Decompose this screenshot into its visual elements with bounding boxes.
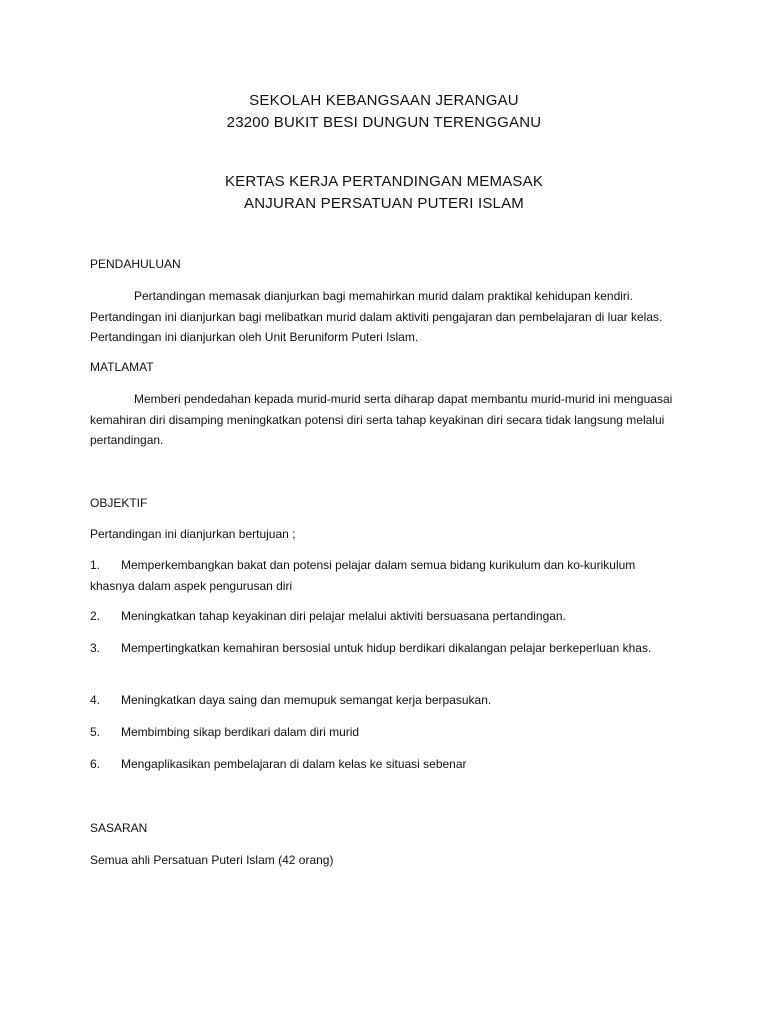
matlamat-text: Memberi pendedahan kepada murid-murid serta diharap dapat membantu murid-murid ini menguasai kemahiran diri disamping meningkatkan potensi diri serta tahap keyakinan diri secara tidak langsung melalui pertandingan. (90, 392, 673, 447)
objective-number: 6. (90, 757, 101, 771)
para-matlamat (90, 389, 675, 451)
objective-item-5 (90, 722, 675, 743)
title-line-1: KERTAS KERJA PERTANDINGAN MEMASAK (224, 173, 544, 190)
pendahuluan-text: Pertandingan memasak dianjurkan bagi memahirkan murid dalam praktikal kehidupan kendiri. Pertandingan ini dianjurkan bagi melibatkan murid dalam aktiviti pengajaran dan pembelajaran di luar kelas. Pertandingan ini dianjurkan oleh Unit Beruniform Puteri Islam. (90, 289, 663, 344)
objektif-intro: Pertandingan ini dianjurkan bertujuan ; (90, 527, 296, 541)
objective-text: Meningkatkan tahap keyakinan diri pelajar melalui aktiviti bersuasana pertandingan. (121, 609, 566, 623)
objective-text: Memperkembangkan bakat dan potensi pelajar dalam semua bidang kurikulum dan ko-kurikulum khasnya dalam aspek pengurusan diri (90, 558, 636, 593)
objective-item-1 (90, 555, 675, 596)
objective-text: Mempertingkatkan kemahiran bersosial untuk hidup berdikari dikalangan pelajar berkeperluan khas. (121, 641, 652, 655)
school-address: 23200 BUKIT BESI DUNGUN TERENGGANU (226, 114, 542, 131)
objective-number: 3. (90, 641, 101, 655)
title-line-2: ANJURAN PERSATUAN PUTERI ISLAM (244, 195, 524, 212)
heading-objektif: OBJEKTIF (90, 496, 148, 510)
objective-number: 2. (90, 609, 101, 623)
para-pendahuluan (90, 286, 675, 348)
school-header (0, 90, 768, 134)
heading-sasaran: SASARAN (90, 821, 148, 835)
objective-item-6 (90, 754, 675, 775)
objective-item-3 (90, 638, 675, 659)
objective-item-4 (90, 690, 675, 711)
objective-item-2 (90, 606, 675, 627)
document-title (0, 171, 768, 215)
school-name: SEKOLAH KEBANGSAAN JERANGAU (249, 92, 519, 109)
objective-number: 4. (90, 693, 101, 707)
sasaran-text: Semua ahli Persatuan Puteri Islam (42 orang) (90, 853, 334, 867)
objective-number: 5. (90, 725, 101, 739)
heading-matlamat: MATLAMAT (90, 360, 154, 374)
objective-text: Meningkatkan daya saing dan memupuk semangat kerja berpasukan. (121, 693, 492, 707)
objective-text: Membimbing sikap berdikari dalam diri murid (121, 725, 360, 739)
heading-pendahuluan: PENDAHULUAN (90, 257, 181, 271)
objective-text: Mengaplikasikan pembelajaran di dalam kelas ke situasi sebenar (121, 757, 467, 771)
objective-number: 1. (90, 558, 101, 572)
